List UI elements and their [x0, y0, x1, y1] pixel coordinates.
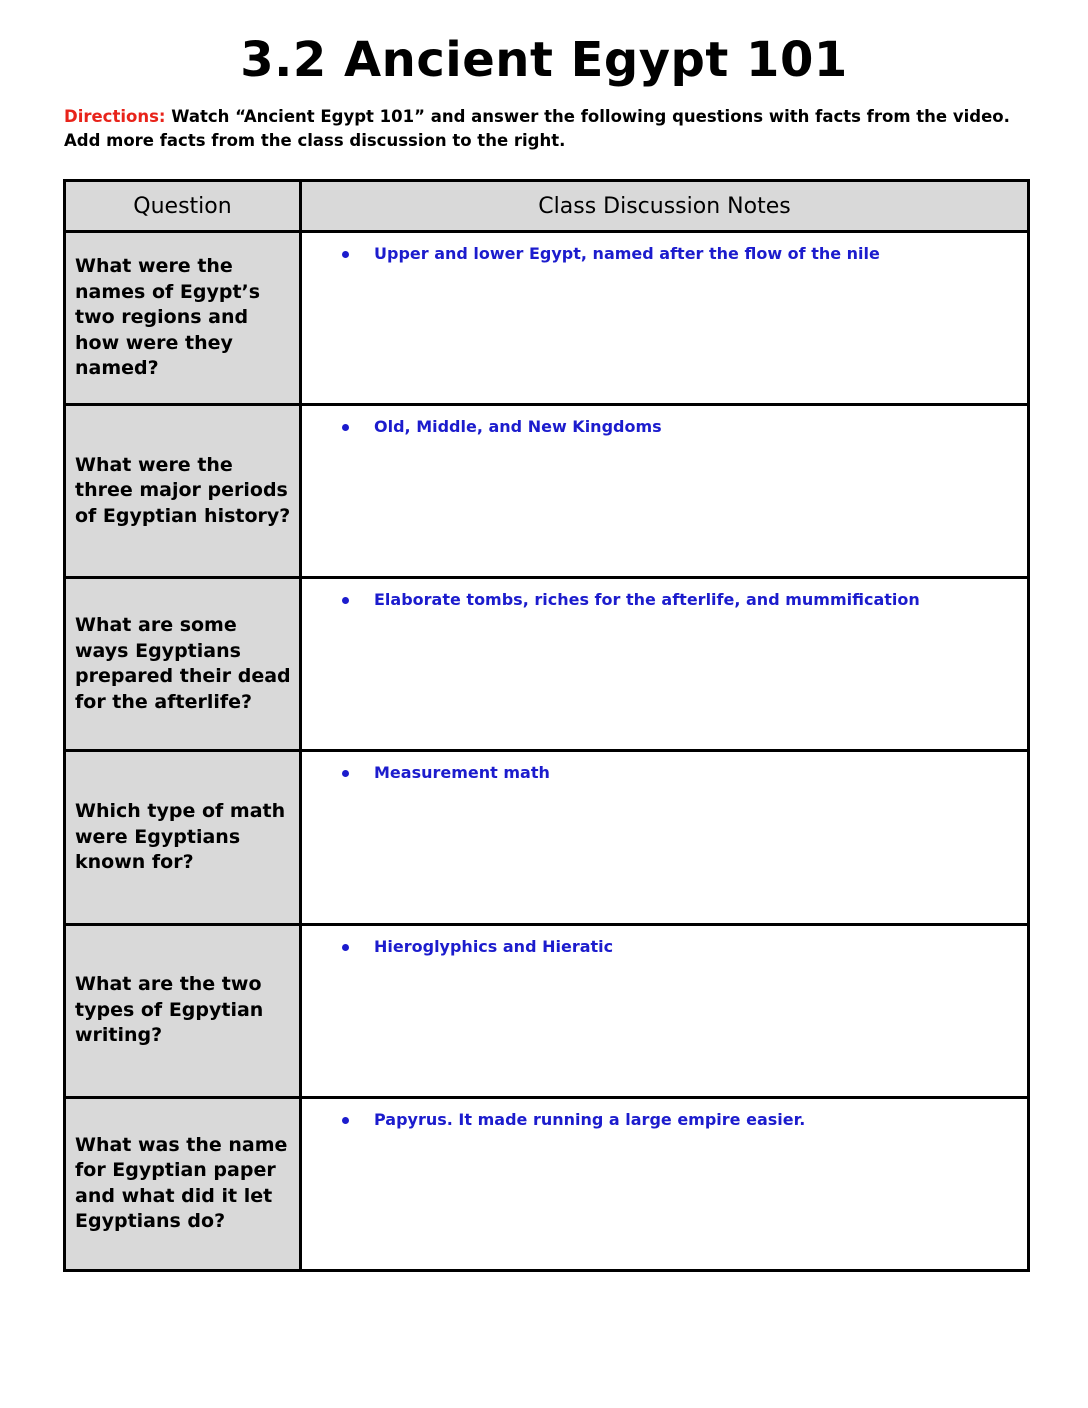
- note-text: Upper and lower Egypt, named after the flow of the nile: [374, 244, 880, 263]
- note-text: Measurement math: [374, 763, 550, 783]
- note-item: [342, 416, 1027, 438]
- note-item: [342, 243, 1027, 265]
- directions-label: Directions:: [64, 107, 166, 126]
- note-text: Old, Middle, and New Kingdoms: [374, 417, 662, 437]
- table-row: [65, 232, 1029, 405]
- table-row: [65, 751, 1029, 924]
- notes-cell[interactable]: [301, 751, 1029, 924]
- question-cell: What was the name for Egyptian paper and what did it let Egyptians do?: [65, 1097, 301, 1270]
- note-text: Papyrus. It made running a large empire easier.: [374, 1109, 806, 1129]
- question-cell: Which type of math were Egyptians known for?: [65, 751, 301, 924]
- notes-cell[interactable]: [301, 578, 1029, 751]
- notes-cell[interactable]: [301, 1097, 1029, 1270]
- note-item: [342, 589, 1027, 611]
- bullet-icon: [342, 1117, 349, 1124]
- notes-list: [302, 926, 1027, 958]
- directions-text: Watch “Ancient Egypt 101” and answer the following questions with facts from the video. Add more facts from the class discussion to the right.: [64, 107, 1010, 150]
- bullet-icon: [342, 424, 349, 431]
- table-header-row: [65, 181, 1029, 232]
- table-row: [65, 924, 1029, 1097]
- bullet-icon: [342, 770, 349, 777]
- question-cell: What are some ways Egyptians prepared their dead for the afterlife?: [65, 578, 301, 751]
- notes-cell[interactable]: [301, 924, 1029, 1097]
- bullet-icon: [342, 251, 349, 258]
- table-row: [65, 1097, 1029, 1270]
- bullet-icon: [342, 597, 349, 604]
- notes-cell[interactable]: [301, 232, 1029, 405]
- question-cell: What were the names of Egypt’s two regions and how were they named?: [65, 232, 301, 405]
- note-item: [342, 762, 1027, 784]
- note-text: Hieroglyphics and Hieratic: [374, 936, 614, 956]
- worksheet-table: [63, 179, 1030, 1272]
- notes-cell[interactable]: [301, 405, 1029, 578]
- question-cell: What are the two types of Egpytian writing?: [65, 924, 301, 1097]
- note-text: Elaborate tombs, riches for the afterlife, and mummification: [374, 590, 920, 610]
- notes-list: [302, 579, 1027, 611]
- notes-column-header: Class Discussion Notes: [301, 181, 1029, 232]
- notes-list: [302, 752, 1027, 784]
- notes-list: [302, 406, 1027, 438]
- notes-list: [302, 233, 1027, 265]
- page-title: 3.2 Ancient Egypt 101: [240, 32, 848, 88]
- note-item: [342, 936, 1027, 958]
- table-row: [65, 405, 1029, 578]
- bullet-icon: [342, 944, 349, 951]
- directions-paragraph: [64, 105, 1024, 153]
- question-column-header: Question: [65, 181, 301, 232]
- question-cell: What were the three major periods of Egyptian history?: [65, 405, 301, 578]
- note-item: [342, 1109, 1027, 1131]
- table-row: [65, 578, 1029, 751]
- notes-list: [302, 1099, 1027, 1131]
